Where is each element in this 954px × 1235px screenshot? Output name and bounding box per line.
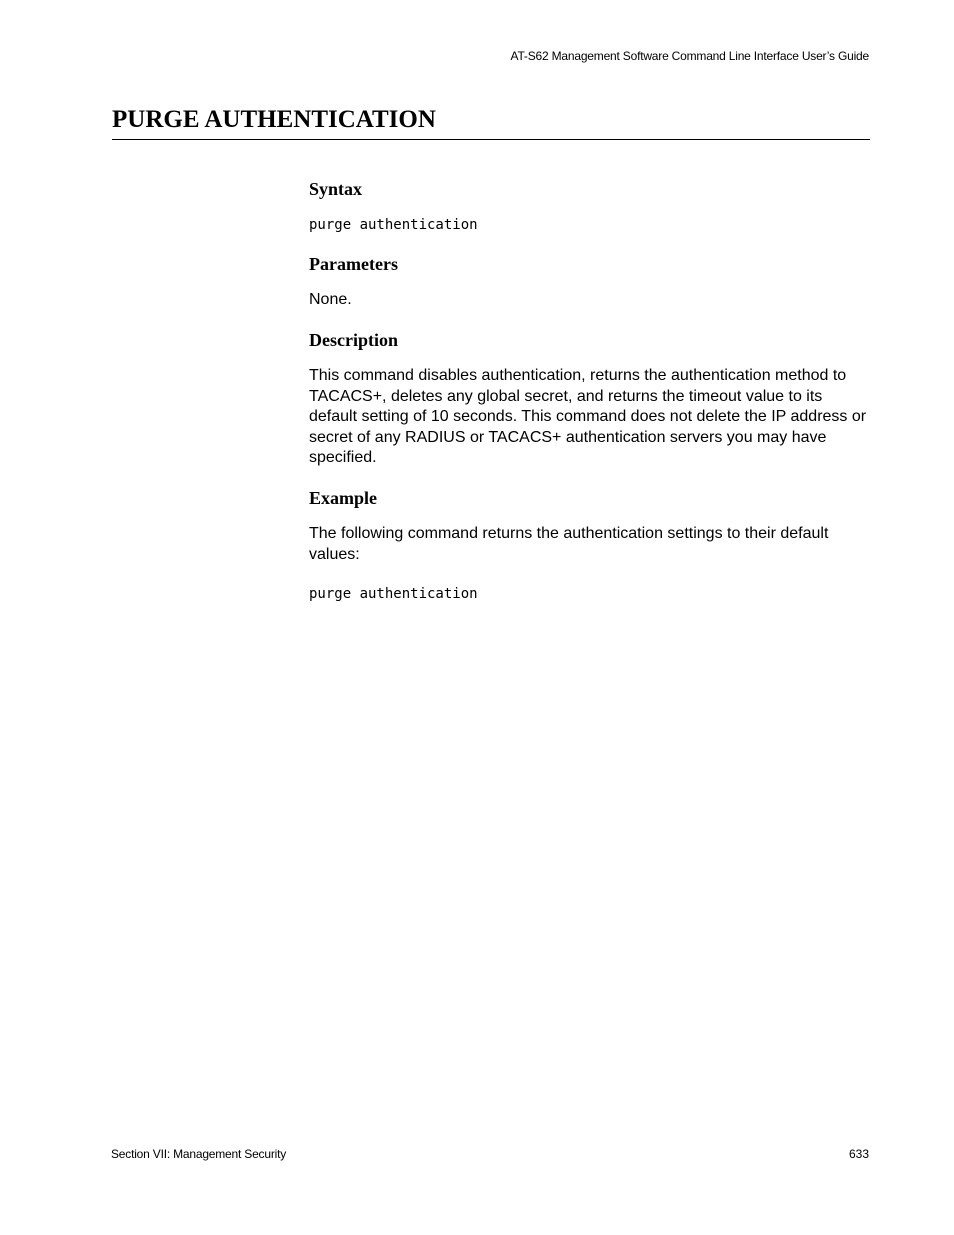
- syntax-section: [309, 178, 870, 235]
- page-title: PURGE AUTHENTICATION: [112, 106, 436, 133]
- parameters-heading: Parameters: [309, 254, 398, 274]
- description-heading: Description: [309, 330, 398, 351]
- example-text: The following command returns the authentication settings to their default values:: [309, 525, 829, 563]
- syntax-code: purge authentication: [309, 217, 478, 233]
- syntax-heading: Syntax: [309, 179, 363, 199]
- content: [309, 178, 870, 622]
- description-section: [309, 329, 870, 468]
- parameters-section: [309, 253, 870, 310]
- example-code: purge authentication: [309, 586, 478, 603]
- description-text: This command disables authentication, returns the authentication method to TACACS+, deletes any global secret, and returns the timeout value to its default setting of 10 seconds. This command does not delete the IP address or secret of any RADIUS or TACACS+ authentication servers you may have specified.: [309, 367, 867, 467]
- footer-section-label: Section VII: Management Security: [111, 1147, 287, 1161]
- example-section: [309, 487, 870, 604]
- example-heading: Example: [309, 488, 378, 509]
- parameters-text: None.: [309, 291, 352, 308]
- running-header: AT-S62 Management Software Command Line Interface User’s Guide: [510, 49, 869, 63]
- footer-page-number: 633: [848, 1147, 869, 1161]
- title-rule: [112, 139, 870, 140]
